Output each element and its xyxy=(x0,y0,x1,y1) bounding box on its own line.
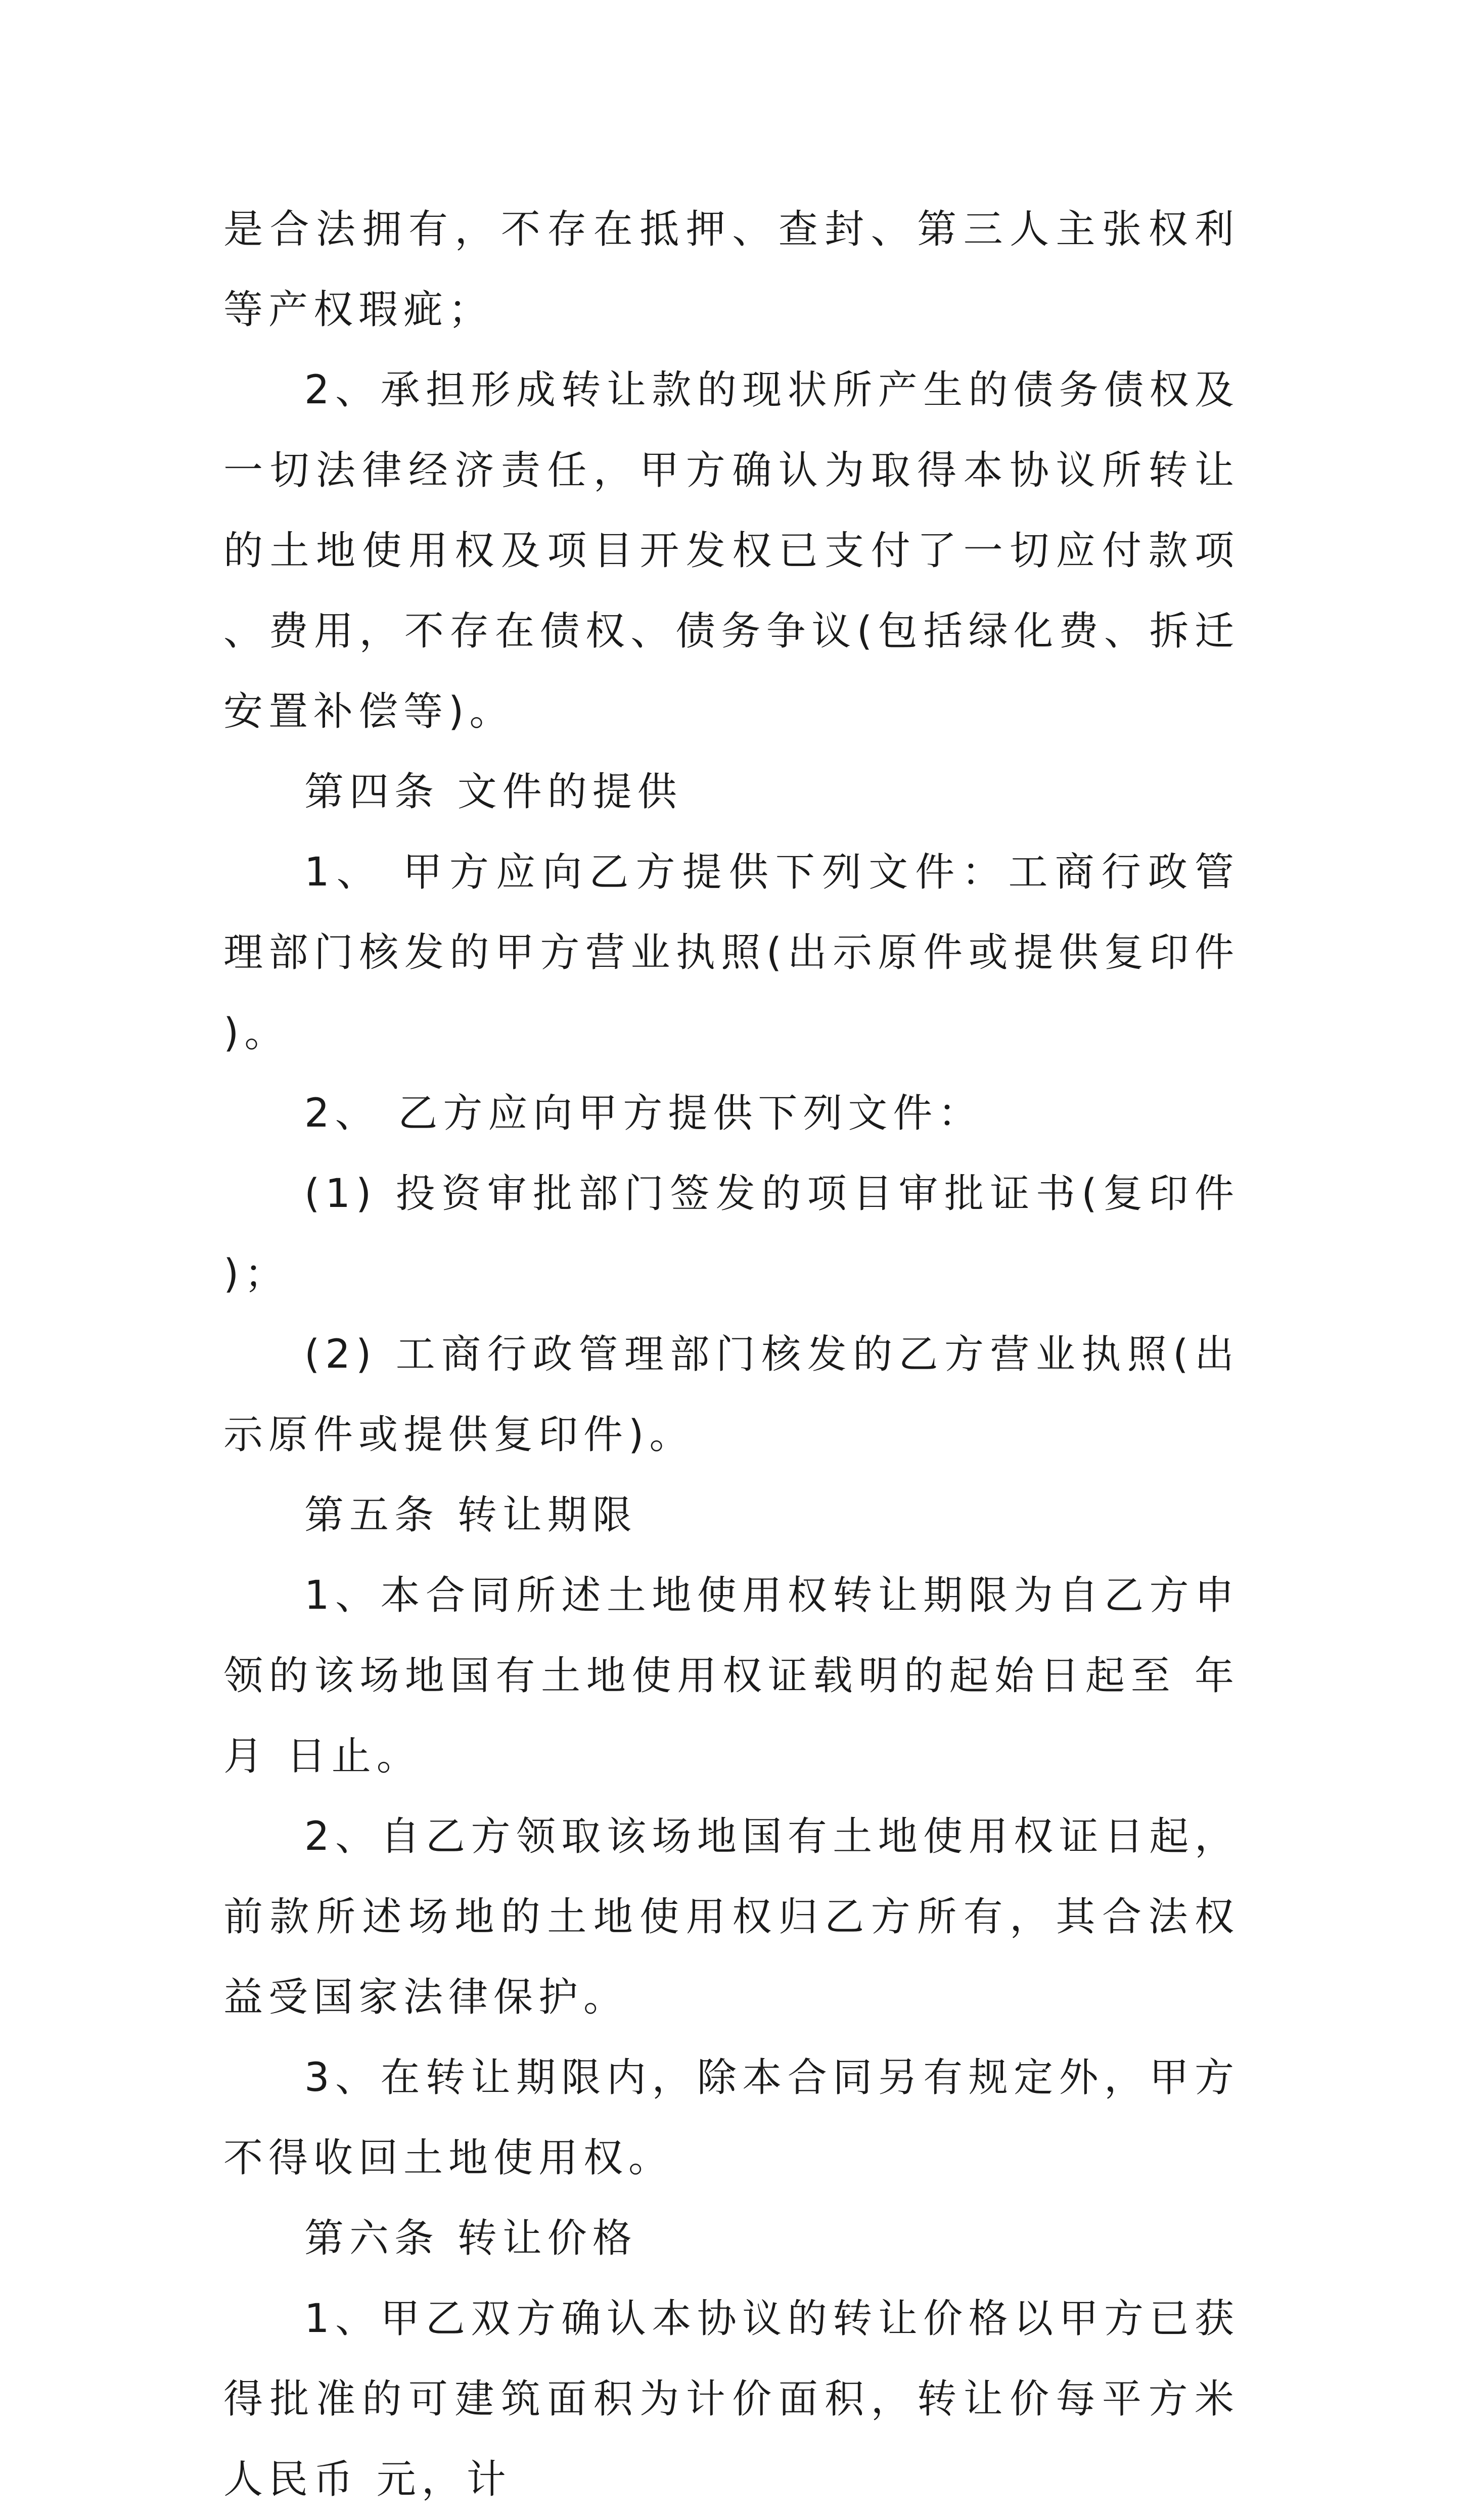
paragraph-6: (1) 投资审批部门签发的项目审批证书(复印件)； xyxy=(223,1171,1240,1297)
paragraph-13: 1、甲乙双方确认本协议的转让价格以甲方已获得批准的可建筑面积为计价面积，转让价每平方米人民币 元，计 xyxy=(223,2296,1240,2502)
article-6-heading: 第六条 转让价格 xyxy=(304,2216,637,2261)
article-5-heading: 第五条 转让期限 xyxy=(304,1492,637,1538)
document-body xyxy=(223,190,1240,2520)
paragraph-10: 2、自乙方领取该场地国有土地使用权证日起，前款所述场地的土地使用权归乙方所有，其合法权益受国家法律保护。 xyxy=(223,1814,1240,2020)
paragraph-4: 1、 甲方应向乙方提供下列文件：工商行政管理部门核发的甲方营业执照(出示原件或提供复印件)。 xyxy=(223,850,1240,1056)
paragraph-5: 2、 乙方应向甲方提供下列文件： xyxy=(304,1091,983,1136)
paragraph-9: 1、本合同所述土地使用权转让期限为自乙方申领的该场地国有土地使用权证载明的起始日起至 年 月 日止。 xyxy=(223,1573,1240,1779)
paragraph-11: 3、在转让期限内，除本合同另有规定外，甲方不得收回土地使用权。 xyxy=(223,2055,1240,2181)
article-4-heading: 第四条 文件的提供 xyxy=(304,769,682,815)
paragraph-2: 2、承担形成转让款的现状所产生的债务债权及一切法律经济责任，甲方确认为取得本协议所转让的土地使用权及项目开发权已支付了一切应付款项、费用，不存在债权、债务争议(包括绿化费、拆迁安置补偿等)。 xyxy=(223,367,1240,734)
paragraph-1: 是合法拥有，不存在抵押、查封、第三人主张权利等产权瑕疵； xyxy=(223,207,1240,333)
paragraph-7: (2) 工商行政管理部门核发的乙方营业执照(出示原件或提供复印件)。 xyxy=(223,1332,1240,1458)
